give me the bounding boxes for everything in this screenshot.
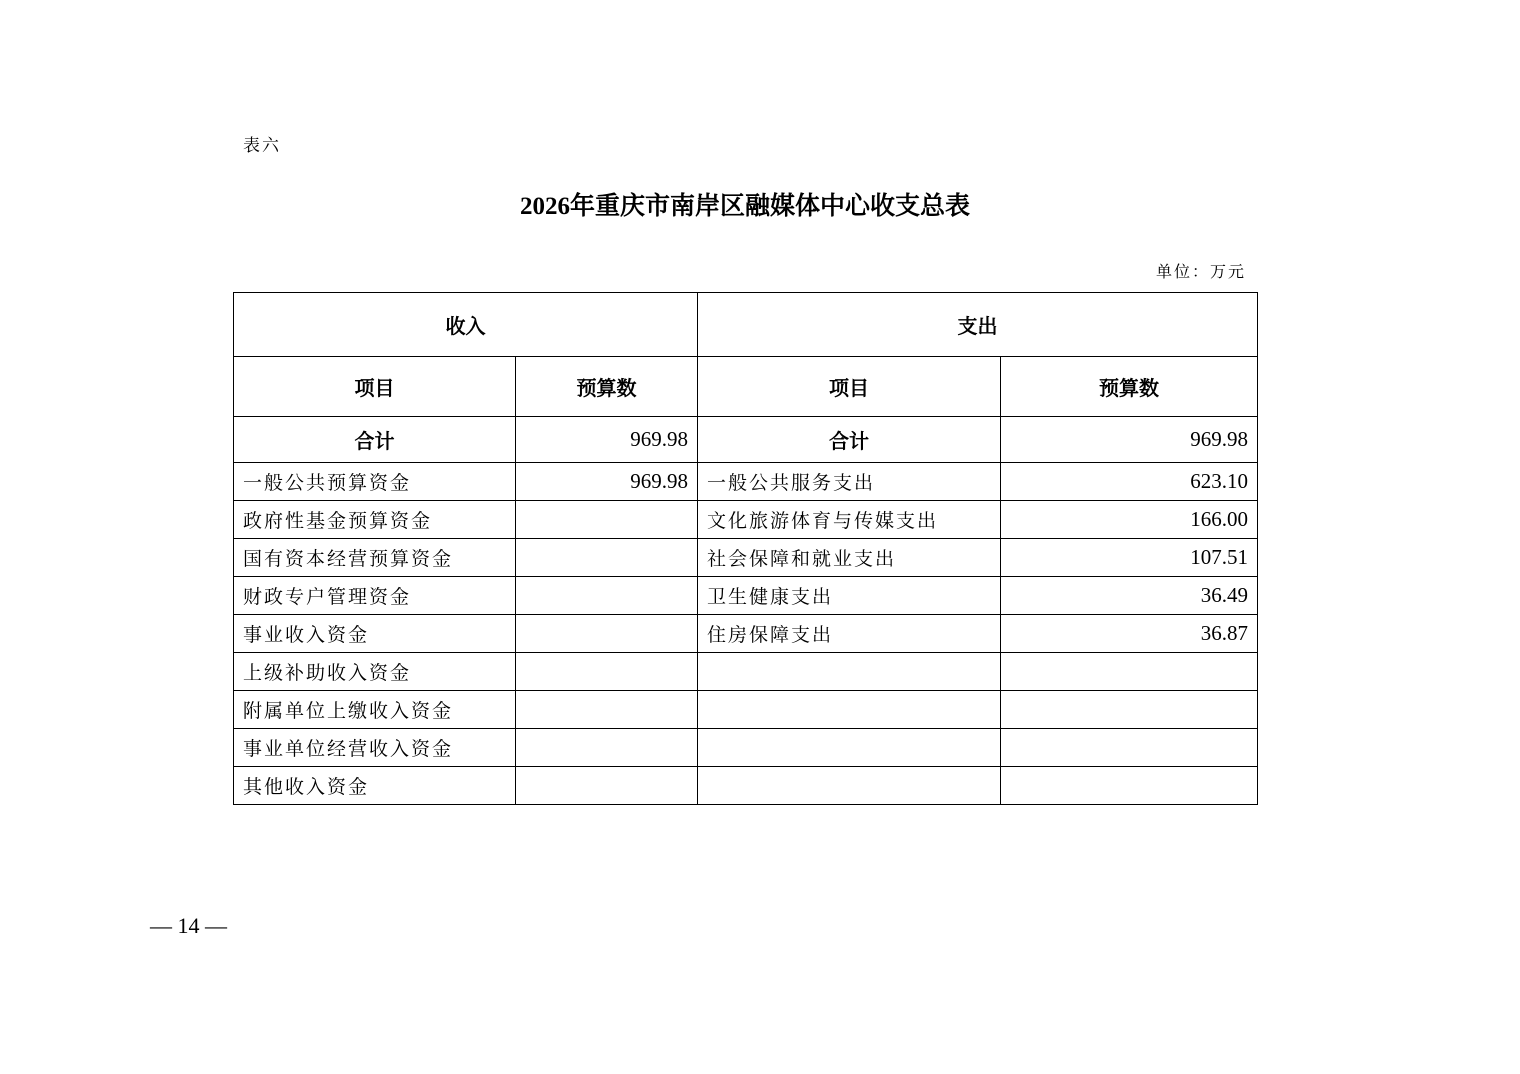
income-total-label: 合计 <box>234 417 516 463</box>
income-value <box>516 577 698 615</box>
income-item: 财政专户管理资金 <box>234 577 516 615</box>
expense-item: 文化旅游体育与传媒支出 <box>698 501 1001 539</box>
expense-value: 623.10 <box>1001 463 1258 501</box>
table-row <box>234 539 1258 577</box>
table-row <box>234 767 1258 805</box>
table-row <box>234 501 1258 539</box>
expense-value <box>1001 729 1258 767</box>
expense-item <box>698 729 1001 767</box>
table-row <box>234 463 1258 501</box>
income-value: 969.98 <box>516 463 698 501</box>
income-value <box>516 501 698 539</box>
expense-value: 107.51 <box>1001 539 1258 577</box>
table-label: 表六 <box>243 136 281 156</box>
income-header: 收入 <box>234 293 698 357</box>
expense-value: 166.00 <box>1001 501 1258 539</box>
income-item: 国有资本经营预算资金 <box>234 539 516 577</box>
expense-value <box>1001 767 1258 805</box>
income-total-value: 969.98 <box>516 417 698 463</box>
income-budget-header: 预算数 <box>516 357 698 417</box>
header-row-top <box>234 293 1258 357</box>
expense-budget-header: 预算数 <box>1001 357 1258 417</box>
income-value <box>516 729 698 767</box>
income-item: 政府性基金预算资金 <box>234 501 516 539</box>
income-value <box>516 615 698 653</box>
expense-item: 卫生健康支出 <box>698 577 1001 615</box>
income-value <box>516 767 698 805</box>
income-value <box>516 539 698 577</box>
income-item-header: 项目 <box>234 357 516 417</box>
expense-total-value: 969.98 <box>1001 417 1258 463</box>
expense-value <box>1001 691 1258 729</box>
expense-item <box>698 767 1001 805</box>
expense-item: 一般公共服务支出 <box>698 463 1001 501</box>
page-number: — 14 — <box>150 913 227 938</box>
expense-header: 支出 <box>698 293 1258 357</box>
header-row-sub <box>234 357 1258 417</box>
total-row <box>234 417 1258 463</box>
table-row <box>234 653 1258 691</box>
budget-summary-table <box>233 292 1258 805</box>
expense-value: 36.87 <box>1001 615 1258 653</box>
table-row <box>234 615 1258 653</box>
table-row <box>234 577 1258 615</box>
income-item: 附属单位上缴收入资金 <box>234 691 516 729</box>
table-row <box>234 729 1258 767</box>
expense-item-header: 项目 <box>698 357 1001 417</box>
expense-item <box>698 653 1001 691</box>
income-value <box>516 691 698 729</box>
table-row <box>234 691 1258 729</box>
income-item: 事业单位经营收入资金 <box>234 729 516 767</box>
expense-item <box>698 691 1001 729</box>
income-item: 一般公共预算资金 <box>234 463 516 501</box>
income-item: 其他收入资金 <box>234 767 516 805</box>
unit-label: 单位：万元 <box>1155 262 1246 281</box>
income-item: 上级补助收入资金 <box>234 653 516 691</box>
expense-value <box>1001 653 1258 691</box>
income-item: 事业收入资金 <box>234 615 516 653</box>
expense-total-label: 合计 <box>698 417 1001 463</box>
income-value <box>516 653 698 691</box>
expense-value: 36.49 <box>1001 577 1258 615</box>
document-title: 2026年重庆市南岸区融媒体中心收支总表 <box>519 193 970 220</box>
expense-item: 社会保障和就业支出 <box>698 539 1001 577</box>
expense-item: 住房保障支出 <box>698 615 1001 653</box>
